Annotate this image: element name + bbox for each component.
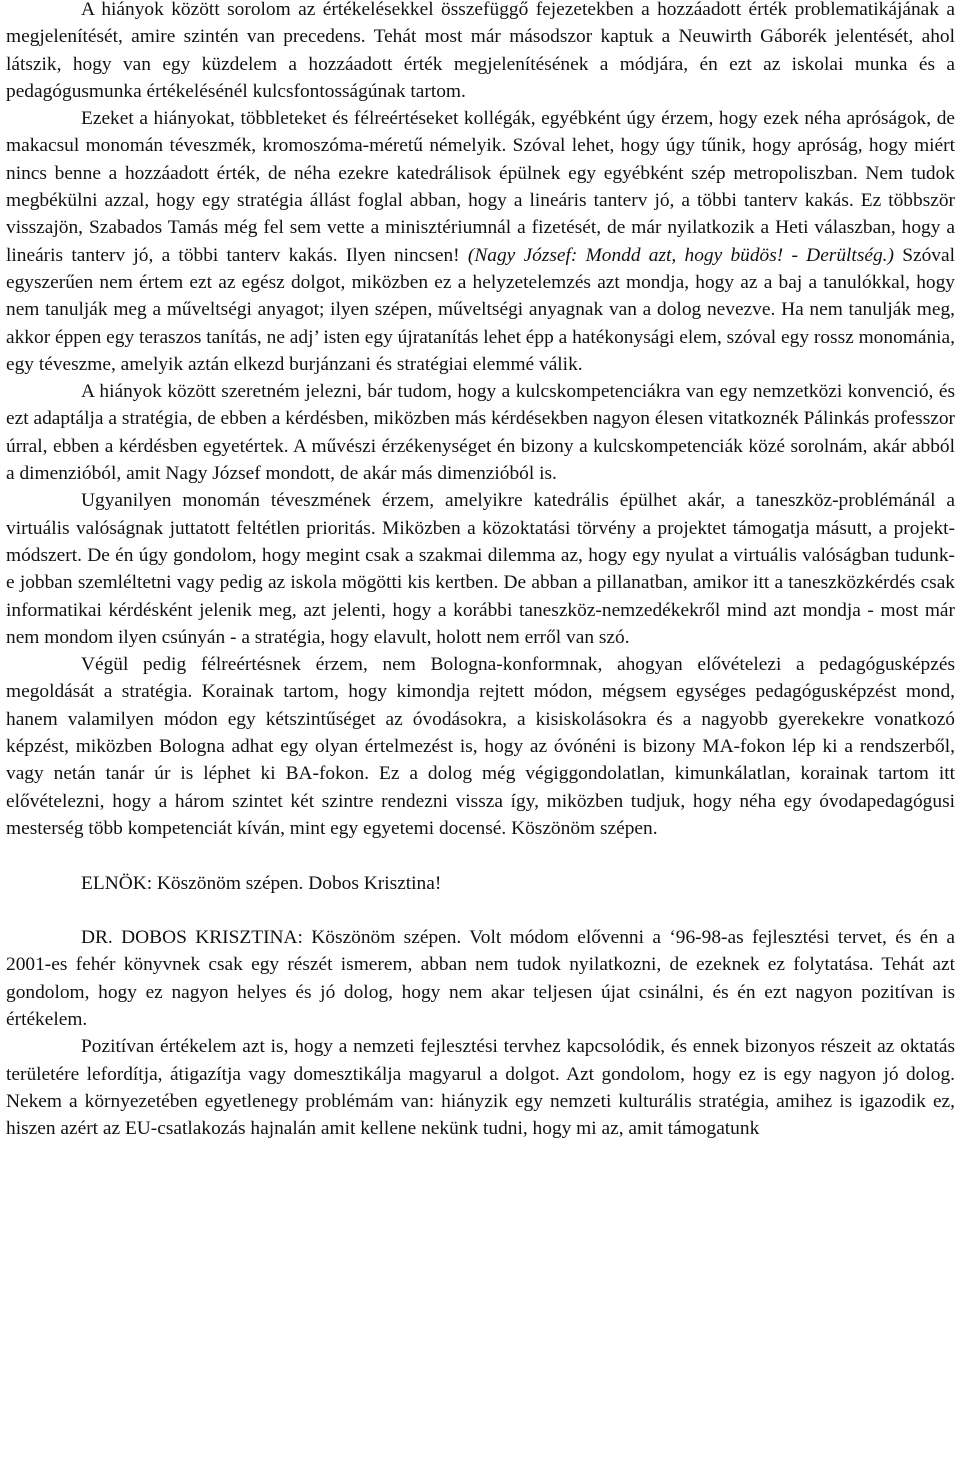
paragraph-teaching-tools: Ugyanilyen monomán téveszmének érzem, amelyikre katedrális épülhet akár, a taneszköz-problémánál a virtuális valóságnak juttatott feltétlen prioritás. Miközben a közoktatási törvény a projektet támogatja másutt, a projekt-módszert. De én úgy gondolom, hogy megint csak a szakmai dilemma az, hogy egy nyulat a virtuális valóságban tudunk-e jobban szemléltetni vagy pedig az iskola mögötti kis kertben. De abban a pillanatban, amikor itt a taneszközkérdés csak informatikai kérdésként jelenik meg, azt jelenti, hogy a korábbi taneszköz-nemzedékekről mind azt mondja - most már nem mondom ilyen csúnyán - a stratégia, hogy elavult, holott nem erről van szó. <box>6 490 955 648</box>
paragraph-dobos-positive: Pozitívan értékelem azt is, hogy a nemzeti fejlesztési tervhez kapcsolódik, és ennek bizonyos részeit az oktatás területére lefordítja, átigazítja vagy domesztikálja magyarul a dolgot. Azt gondolom, hogy ez is egy nagyon jó dolog. Nekem a környezetében egyetlenegy problémám van: hiányzik egy nemzeti kulturális stratégia, amihez is igazodik ez, hiszen azért az EU-csatlakozás hajnalán amit kellene nekünk tudni, hogy mi az, amit támogatunk <box>6 1036 955 1140</box>
paragraph-shortcomings-text-before: Ezeket a hiányokat, többleteket és félreértéseket kollégák, egyébként úgy érzem, hogy ezek néha apróságok, de makacsul monomán téveszmék, kromoszóma-méretű némelyik. Szóval lehet, hogy úgy tűnik, hogy apróság, hogy miért nincs benne a hozzáadott érték, de néha ezekre katedrálisok épülnek egy egyébként szép metropoliszban. Nem tudok megbékülni azzal, hogy egy stratégia állást foglal abban, hogy a lineáris tanterv jó, a többi tanterv kakás. Ez többször visszajön, Szabados Tamás még fel sem vette a minisztériumnál a fizetését, de már nyilatkozik a Heti válaszban, hogy a lineáris tanterv jó, a többi tanterv kakás. Ilyen nincsen! <box>6 108 955 266</box>
blank-line <box>6 897 955 924</box>
blank-line <box>6 842 955 869</box>
paragraph-shortcomings <box>6 105 955 378</box>
paragraph-dobos-intro: DR. DOBOS KRISZTINA: Köszönöm szépen. Volt módom elővenni a ‘96-98-as fejlesztési tervet, és én a 2001-es fehér könyvnek csak egy részét ismerem, abban nem tudok nyilatkozni, de ezeknek ez folytatása. Tehát azt gondolom, hogy ez nagyon helyes és jó dolog, hogy nem akar teljesen újat csinálni, és én ezt nagyon pozitívan is értékelem. <box>6 927 955 1030</box>
paragraph-shortcomings-text-after: Szóval egyszerűen nem értem ezt az egész dolgot, miközben ez a helyzetelemzés azt mondja, hogy az a baj a tanulókkal, hogy nem tanulják meg a műveltségi anyagot; ilyen szépen, műveltségi anyagnak van a dolog nevezve. Ha nem tanulják meg, akkor éppen egy teraszos tanítás, ne adj’ isten egy újratanítás lehet épp a hatékonysági elem, szóval egy rossz monománia, egy téveszme, amelyik aztán elkezd burjánzani és stratégiai elemmé válik. <box>6 244 955 375</box>
paragraph-added-value: A hiányok között sorolom az értékelésekkel összefüggő fejezetekben a hozzáadott érték problematikájának a megjelenítését, amire szintén van precedens. Tehát most már másodszor kaptuk a Neuwirth Gáborék jelentését, ahol látszik, hogy van egy küzdelem a hozzáadott érték megjelenítésének a módjára, én ezt az iskolai munka és a pedagógusmunka értékelésénél kulcsfontosságúnak tartom. <box>6 0 955 102</box>
paragraph-teacher-training: Végül pedig félreértésnek érzem, nem Bologna-konformnak, ahogyan elővételezi a pedagógusképzés megoldását a stratégia. Korainak tartom, hogy kimondja rejtett módon, mégsem egységes pedagógusképzést mond, hanem valamilyen módon egy kétszintűséget az óvodásokra, a kisiskolásokra és a nagyobb gyerekekre vonatkozó képzést, miközben Bologna adhat egy olyan értelmezést is, hogy az óvónéni is bizony MA-fokon lép ki a rendszerből, vagy netán tanár úr is léphet ki BA-fokon. Ez a dolog még végiggondolatlan, kimunkálatlan, korainak tartom itt elővételezni, hogy a három szintet két szintre rendezni vissza így, miközben tudjuk, hogy néha egy óvodapedagógusi mesterség több kompetenciát kíván, mint egy egyetemi docensé. Köszönöm szépen. <box>6 654 955 839</box>
paragraph-key-competences: A hiányok között szeretném jelezni, bár tudom, hogy a kulcskompetenciákra van egy nemzetközi konvenció, és ezt adaptálja a stratégia, de ebben a kérdésben, miközben más kérdésekben nagyon élesen vitatkoznék Pálinkás professzor úrral, ebben a kérdésben egyetértek. A művészi érzékenységet én bizony a kulcskompetenciák közé sorolnám, akár abból a dimenzióból, amit Nagy József mondott, de akár más dimenzióból is. <box>6 381 955 485</box>
paragraph-chair-remark: ELNÖK: Köszönöm szépen. Dobos Krisztina! <box>81 872 442 894</box>
interjection-italic: (Nagy József: Mondd azt, hogy büdös! - Derültség.) <box>467 244 894 266</box>
document-page <box>6 0 955 1142</box>
